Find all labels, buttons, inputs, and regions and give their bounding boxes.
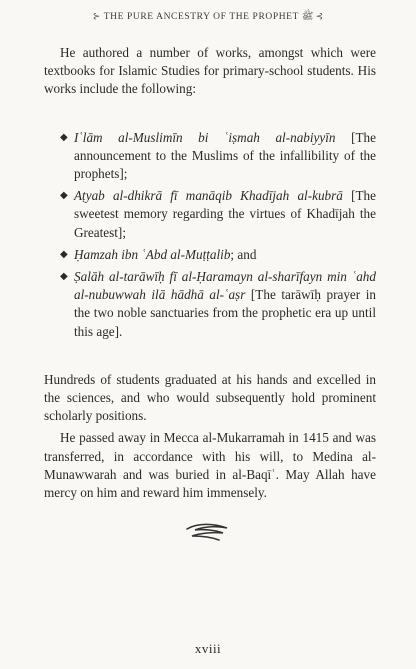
header-right-ornament: ⊰ — [315, 11, 324, 21]
students-paragraph: Hundreds of students graduated at his hands and excelled in the sciences, and who would subsequently hold prominent scholarly positions. — [44, 371, 376, 424]
work-description: ; and — [230, 246, 257, 262]
section-divider-ornament-icon — [183, 520, 233, 544]
bullet-icon: ◆ — [60, 190, 68, 202]
work-title: Iʿlām al-Muslimīn bi ʿiṣmah al-nabiyyīn — [74, 129, 336, 145]
page-number: xviii — [194, 641, 222, 656]
list-item — [60, 129, 376, 184]
work-description: [The tarāwīḥ prayer in the two noble sanctuaries from the prophetic era up until this age]. — [74, 287, 377, 339]
works-list — [44, 129, 376, 341]
running-header-title: THE PURE ANCESTRY OF THE PROPHET — [103, 12, 299, 22]
death-paragraph: He passed away in Mecca al-Mukarramah in 1415 and was transferred, in accordance with his will, to Medina al-Munawwarah and was buried in al-Baqīʿ. May Allah have mercy on him and reward him immensely. — [44, 430, 376, 501]
intro-paragraph: He authored a number of works, amongst which were textbooks for Islamic Studies for primary-school students. His works include the following: — [44, 45, 376, 97]
work-title: Ṣalāh al-tarāwīḥ fī al-Ḥaramayn al-sharīfayn min ʿahd al-nubuwwah ilā hādhā al-ʿaṣr — [74, 269, 376, 303]
work-description: [The announcement to the Muslims of the infallibility of the prophets]; — [74, 129, 376, 182]
list-item — [60, 246, 376, 264]
page-body — [44, 44, 376, 502]
bullet-icon: ◆ — [60, 271, 68, 283]
list-item — [60, 268, 376, 341]
running-header — [0, 10, 416, 24]
bullet-icon: ◆ — [60, 131, 68, 143]
work-description: [The sweetest memory regarding the virtues of Khadījah the Greatest]; — [74, 188, 376, 240]
honorific-glyph: ﷺ — [301, 12, 314, 22]
work-title: Ḥamzah ibn ʿAbd al-Muṭṭalib — [74, 246, 231, 262]
header-left-ornament: ⊱ — [92, 11, 101, 21]
work-title: Aṭyab al-dhikrā fī manāqib Khadījah al-kubrā — [74, 188, 343, 204]
closing-section — [44, 371, 376, 502]
list-item — [60, 187, 376, 242]
bullet-icon: ◆ — [60, 248, 68, 260]
